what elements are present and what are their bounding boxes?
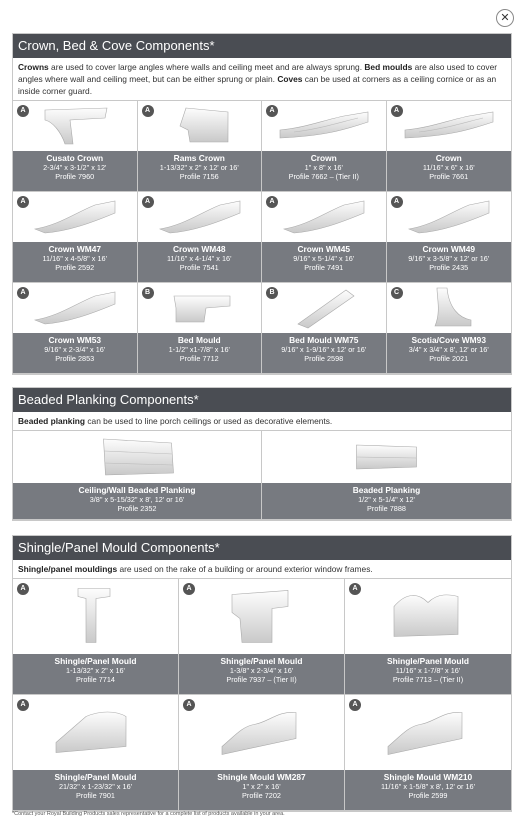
product-profile: Profile 7491 xyxy=(304,263,344,272)
product-image xyxy=(13,695,178,770)
product-tile[interactable] xyxy=(179,579,345,695)
product-tile[interactable] xyxy=(138,192,263,283)
product-caption xyxy=(13,654,178,694)
category-badge: B xyxy=(142,287,154,299)
description-keyword: Coves xyxy=(277,74,303,84)
product-profile: Profile 7661 xyxy=(429,172,469,181)
product-image xyxy=(13,579,178,654)
product-size: 11/16" x 4-1/4" x 16' xyxy=(167,254,232,263)
product-tile[interactable] xyxy=(262,283,387,374)
category-badge: A xyxy=(183,699,195,711)
description-text: are used on the rake of a building or around exterior window frames. xyxy=(117,564,373,574)
product-caption xyxy=(387,151,512,191)
section-description xyxy=(13,412,511,431)
product-size: 9/16" x 2-3/4" x 16' xyxy=(44,345,106,354)
product-profile: Profile 2021 xyxy=(429,354,469,363)
product-image xyxy=(179,695,344,770)
product-caption xyxy=(262,151,386,191)
category-badge: A xyxy=(266,105,278,117)
product-profile: Profile 2352 xyxy=(117,504,157,513)
product-profile: Profile 7541 xyxy=(179,263,219,272)
product-name: Shingle/Panel Mould xyxy=(54,656,137,666)
product-caption xyxy=(345,654,511,694)
section-title: Beaded Planking Components* xyxy=(13,388,511,412)
product-caption xyxy=(138,333,262,373)
product-name: Shingle/Panel Mould xyxy=(387,656,469,666)
product-image xyxy=(138,192,262,242)
product-caption xyxy=(387,333,512,373)
product-size: 9/16" x 5-1/4" x 16' xyxy=(293,254,355,263)
product-image xyxy=(13,101,137,151)
product-profile: Profile 7714 xyxy=(76,675,115,684)
product-tile[interactable] xyxy=(138,101,263,192)
product-grid xyxy=(13,431,511,520)
category-badge: A xyxy=(349,583,361,595)
product-size: 3/4" x 3/4" x 8', 12' or 16' xyxy=(408,345,489,354)
product-grid xyxy=(13,101,511,374)
product-tile[interactable] xyxy=(262,192,387,283)
product-image xyxy=(387,283,512,333)
product-caption xyxy=(179,654,344,694)
category-badge: A xyxy=(183,583,195,595)
product-caption xyxy=(13,483,261,519)
product-name: Rams Crown xyxy=(173,153,225,163)
product-tile[interactable] xyxy=(13,695,179,811)
product-image xyxy=(387,192,512,242)
product-name: Crown xyxy=(435,153,462,163)
close-button[interactable]: ✕ xyxy=(496,9,514,27)
product-size: 9/16" x 1-9/16" x 12' or 16' xyxy=(281,345,367,354)
product-tile[interactable] xyxy=(13,283,138,374)
product-profile: Profile 7202 xyxy=(242,791,281,800)
product-tile[interactable] xyxy=(387,192,512,283)
description-text: can be used to line porch ceilings or used as decorative elements. xyxy=(85,416,333,426)
product-tile[interactable] xyxy=(262,431,511,520)
category-badge: A xyxy=(17,287,29,299)
product-caption xyxy=(13,333,137,373)
product-tile[interactable] xyxy=(387,283,512,374)
category-badge: A xyxy=(391,105,403,117)
product-size: 3/8" x 5-15/32" x 8', 12' or 16' xyxy=(89,495,185,504)
product-image xyxy=(13,283,137,333)
product-image xyxy=(179,579,344,654)
description-text: can be used at corners as a ceiling cornice or as an inside corner guard. xyxy=(18,74,497,96)
product-profile: Profile 2592 xyxy=(55,263,95,272)
product-tile[interactable] xyxy=(179,695,345,811)
product-tile[interactable] xyxy=(345,695,511,811)
product-image xyxy=(345,579,511,654)
description-keyword: Shingle/panel mouldings xyxy=(18,564,118,574)
product-caption xyxy=(345,770,511,810)
section-title: Crown, Bed & Cove Components* xyxy=(13,34,511,58)
product-image xyxy=(345,695,511,770)
product-size: 1" x 2" x 16' xyxy=(242,782,281,791)
product-profile: Profile 7712 xyxy=(179,354,219,363)
shingle-section xyxy=(12,535,512,812)
product-caption xyxy=(13,151,137,191)
category-badge: A xyxy=(266,196,278,208)
category-badge: A xyxy=(142,105,154,117)
product-tile[interactable] xyxy=(387,101,512,192)
product-size: 11/16" x 1-5/8" x 8', 12' or 16' xyxy=(380,782,475,791)
product-name: Crown WM53 xyxy=(48,335,102,345)
product-size: 21/32" x 1-23/32" x 16' xyxy=(58,782,133,791)
section-description xyxy=(13,560,511,579)
section-description xyxy=(13,58,511,101)
product-tile[interactable] xyxy=(138,283,263,374)
product-size: 1-13/32" x 2" x 12' or 16' xyxy=(159,163,239,172)
product-caption xyxy=(13,770,178,810)
section-title: Shingle/Panel Mould Components* xyxy=(13,536,511,560)
product-size: 1/2" x 5-1/4" x 12' xyxy=(358,495,415,504)
description-keyword: Beaded planking xyxy=(18,416,86,426)
product-caption xyxy=(138,151,262,191)
product-size: 9/16" x 3-5/8" x 12' or 16' xyxy=(408,254,490,263)
description-text: are also used to cover angles where wall and ceiling meet, but can be either sprung or plain. xyxy=(18,62,498,84)
product-profile: Profile 7888 xyxy=(367,504,406,513)
product-name: Shingle/Panel Mould xyxy=(54,772,137,782)
product-size: 1-3/8" x 2-3/4" x 16' xyxy=(229,666,294,675)
product-profile: Profile 7713 – (Tier II) xyxy=(392,675,464,684)
product-profile: Profile 2599 xyxy=(408,791,448,800)
beaded-section xyxy=(12,387,512,521)
product-image xyxy=(138,283,262,333)
product-caption xyxy=(138,242,262,282)
product-caption xyxy=(179,770,344,810)
category-badge: A xyxy=(142,196,154,208)
product-tile[interactable] xyxy=(262,101,387,192)
product-image xyxy=(262,192,386,242)
product-tile[interactable] xyxy=(13,579,179,695)
product-image xyxy=(13,192,137,242)
product-tile[interactable] xyxy=(13,431,262,520)
product-name: Crown xyxy=(310,153,337,163)
product-name: Shingle Mould WM210 xyxy=(383,772,473,782)
category-badge: A xyxy=(17,105,29,117)
product-caption xyxy=(262,333,386,373)
category-badge: A xyxy=(17,196,29,208)
product-image xyxy=(387,101,512,151)
product-name: Crown WM49 xyxy=(422,244,476,254)
product-image xyxy=(13,431,261,483)
product-tile[interactable] xyxy=(13,192,138,283)
category-badge: A xyxy=(17,699,29,711)
product-tile[interactable] xyxy=(13,101,138,192)
product-size: 11/16" x 4-5/8" x 16' xyxy=(42,254,107,263)
description-keyword: Crowns xyxy=(18,62,49,72)
product-size: 1-1/2" x1-7/8" x 16' xyxy=(168,345,230,354)
product-caption xyxy=(387,242,512,282)
product-size: 1" x 8" x 16' xyxy=(304,163,343,172)
product-profile: Profile 7960 xyxy=(55,172,95,181)
product-name: Crown WM47 xyxy=(48,244,102,254)
product-image xyxy=(262,283,386,333)
product-profile: Profile 2435 xyxy=(429,263,469,272)
product-caption xyxy=(13,242,137,282)
description-keyword: Bed moulds xyxy=(364,62,413,72)
product-name: Bed Mould xyxy=(177,335,221,345)
category-badge: A xyxy=(17,583,29,595)
product-image xyxy=(262,431,511,483)
category-badge: B xyxy=(266,287,278,299)
product-name: Crown WM45 xyxy=(297,244,351,254)
crown-section xyxy=(12,33,512,375)
product-caption xyxy=(262,483,511,519)
product-image xyxy=(262,101,386,151)
product-profile: Profile 7937 – (Tier II) xyxy=(226,675,297,684)
product-tile[interactable] xyxy=(345,579,511,695)
product-profile: Profile 7156 xyxy=(179,172,219,181)
footnote: *Contact your Royal Building Products sales representative for a complete list of products available in your area. xyxy=(12,811,285,817)
category-badge: A xyxy=(349,699,361,711)
product-name: Shingle Mould WM287 xyxy=(217,772,306,782)
product-name: Crown WM48 xyxy=(172,244,226,254)
product-caption xyxy=(262,242,386,282)
product-name: Cusato Crown xyxy=(46,153,104,163)
product-grid xyxy=(13,579,511,811)
product-profile: Profile 2598 xyxy=(304,354,344,363)
product-name: Beaded Planking xyxy=(352,485,421,495)
product-size: 2-3/4" x 3-1/2" x 12' xyxy=(43,163,107,172)
product-profile: Profile 2853 xyxy=(55,354,95,363)
product-name: Ceiling/Wall Beaded Planking xyxy=(78,485,196,495)
product-profile: Profile 7901 xyxy=(76,791,115,800)
product-name: Shingle/Panel Mould xyxy=(220,656,303,666)
description-text: are used to cover large angles where walls and ceiling meet and are always sprung. xyxy=(48,62,365,72)
product-name: Scotia/Cove WM93 xyxy=(411,335,486,345)
product-name: Bed Mould WM75 xyxy=(289,335,359,345)
product-size: 11/16" x 6" x 16' xyxy=(422,163,475,172)
product-size: 11/16" x 1-7/8" x 16' xyxy=(395,666,461,675)
category-badge: C xyxy=(391,287,403,299)
product-image xyxy=(138,101,262,151)
category-badge: A xyxy=(391,196,403,208)
product-profile: Profile 7662 – (Tier II) xyxy=(288,172,359,181)
product-size: 1-13/32" x 2" x 16' xyxy=(66,666,125,675)
